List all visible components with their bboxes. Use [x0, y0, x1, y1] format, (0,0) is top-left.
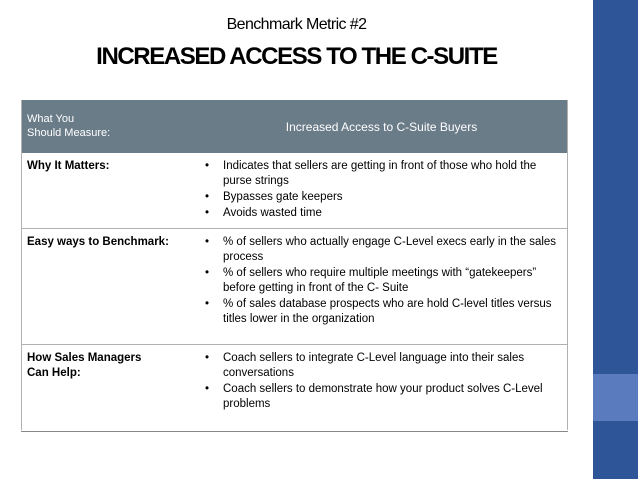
bullet-list — [199, 235, 562, 327]
bullet-item: • Indicates that sellers are getting in front of those who hold the purse strings — [199, 159, 562, 189]
bullet-item: • Bypasses gate keepers — [199, 190, 562, 205]
slide-title: INCREASED ACCESS TO THE C-SUITE — [96, 43, 497, 70]
bullet-item: • % of sales database prospects who are hold C-level titles versus titles lower in the organization — [199, 297, 562, 327]
metric-table — [21, 100, 568, 432]
bullet-item: • Coach sellers to demonstrate how your product solves C-Level problems — [199, 382, 562, 412]
row-label-line1: Why It Matters: — [27, 160, 110, 172]
header-measure-label — [21, 100, 195, 153]
bullet-item: • Avoids wasted time — [199, 206, 562, 221]
row-label-line1: Easy ways to Benchmark: — [27, 236, 169, 248]
row-label — [21, 229, 195, 345]
header-measure-line2: Should Measure: — [27, 127, 111, 139]
header-metric-name: Increased Access to C-Suite Buyers — [285, 120, 478, 134]
table-row-managers — [21, 345, 568, 432]
slide-subtitle: Benchmark Metric #2 — [226, 16, 367, 33]
row-content — [195, 345, 568, 432]
row-content — [195, 229, 568, 345]
header-measure-line1: What You — [27, 113, 75, 125]
table-row-benchmark — [21, 229, 568, 345]
bullet-item: • % of sellers who require multiple meetings with “gatekeepers” before getting in front of the C- Suite — [199, 266, 562, 296]
row-label-line1: How Sales Managers — [27, 352, 142, 364]
bullet-list — [199, 351, 562, 412]
row-label — [21, 153, 195, 229]
bullet-item: • Coach sellers to integrate C-Level language into their sales conversations — [199, 351, 562, 381]
row-content — [195, 153, 568, 229]
bullet-item: • % of sellers who actually engage C-Level execs early in the sales process — [199, 235, 562, 265]
row-label-line2: Can Help: — [27, 367, 81, 379]
side-accent-block — [593, 374, 638, 421]
table-row-why — [21, 153, 568, 229]
table-header-row — [21, 100, 568, 153]
bullet-list — [199, 159, 562, 221]
row-label — [21, 345, 195, 432]
